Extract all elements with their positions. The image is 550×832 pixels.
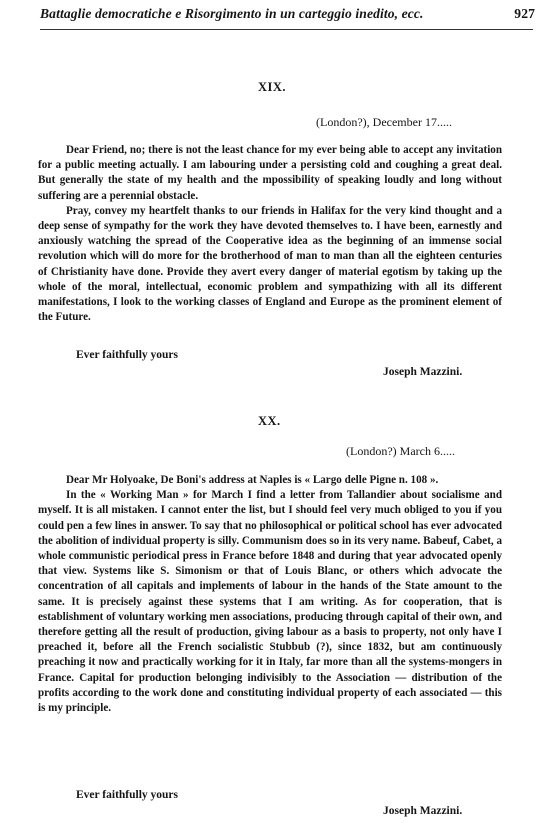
signature-xx: Joseph Mazzini. xyxy=(383,805,463,817)
running-title: Battaglie democratiche e Risorgimento in un carteggio inedito, ecc. xyxy=(40,6,424,21)
paragraph: Pray, convey my heartfelt thanks to our friends in Halifax for the very kind thought and a deep sense of sympathy for the work they have devoted themselves to. I have been, earnestly and anxiously watching the spread of the Cooperative idea as the beginning of an immense social revolution which will do more for the brotherhood of man to man than all the eighteen centuries of Christianity have done. Provide they avert every danger of material egotism by taking up the whole of the moral, intellectual, economic problem and sympathizing with all its different manifestations, I look to the working classes of England and Europe as the prominent element of the Future. xyxy=(38,204,502,324)
page-number: 927 xyxy=(514,6,535,21)
paragraph: Dear Friend, no; there is not the least chance for my ever being able to accept any invitation for a public meeting actually. I am labouring under a persisting cold and coughing a great deal. But generally the state of my health and the mpossibility of speaking loudly and long without suffering are a perennial obstacle. xyxy=(38,144,502,202)
letter-body-xix xyxy=(38,143,502,325)
running-header xyxy=(40,6,535,22)
letter-body-xx xyxy=(38,473,502,716)
closing-xx: Ever faithfully yours xyxy=(76,789,179,801)
paragraph: Dear Mr Holyoake, De Boni's address at Naples is « Largo delle Pigne n. 108 ». xyxy=(66,474,439,486)
dateline-xix: (London?), December 17..... xyxy=(316,115,452,129)
dateline-xx: (London?) March 6..... xyxy=(346,444,455,458)
letter-number-xix: XIX. xyxy=(258,80,287,94)
letter-number-xx: XX. xyxy=(258,414,281,428)
header-rule xyxy=(40,29,533,30)
closing-xix: Ever faithfully yours xyxy=(76,349,179,361)
signature-xix: Joseph Mazzini. xyxy=(383,366,463,378)
paragraph: In the « Working Man » for March I find a letter from Tallandier about socialisme and myself. It is all mistaken. I cannot enter the list, but I should feel very much obliged to you if you could pen a few lines in answer. To say that no philosophical or political school has ever advocated the abolition of individual property is silly. Communism does so in its very name. Babeuf, Cabet, a whole communistic periodical press in France before 1848 and during that year advocated openly that view. Systems like S. Simonism or that of Louis Blanc, or others which advocate the concentration of all capitals and implements of labour in the hands of the State amount to the same. It is precisely against these systems that I am writing. As for cooperation, that is establishment of voluntary working men associations, producing through capital of their own, and therefore getting all the result of production, giving labour as a basis to property, not only have I preached it, before all the French socialistic Stubbub (?), since 1832, but am continuously preaching it now and practically working for it in Italy, far more than all the systems-mongers in France. Capital for production belonging indivisibly to the Association — distribution of the profits according to the work done and constituting individual property of each associated — this is my principle. xyxy=(38,489,502,715)
